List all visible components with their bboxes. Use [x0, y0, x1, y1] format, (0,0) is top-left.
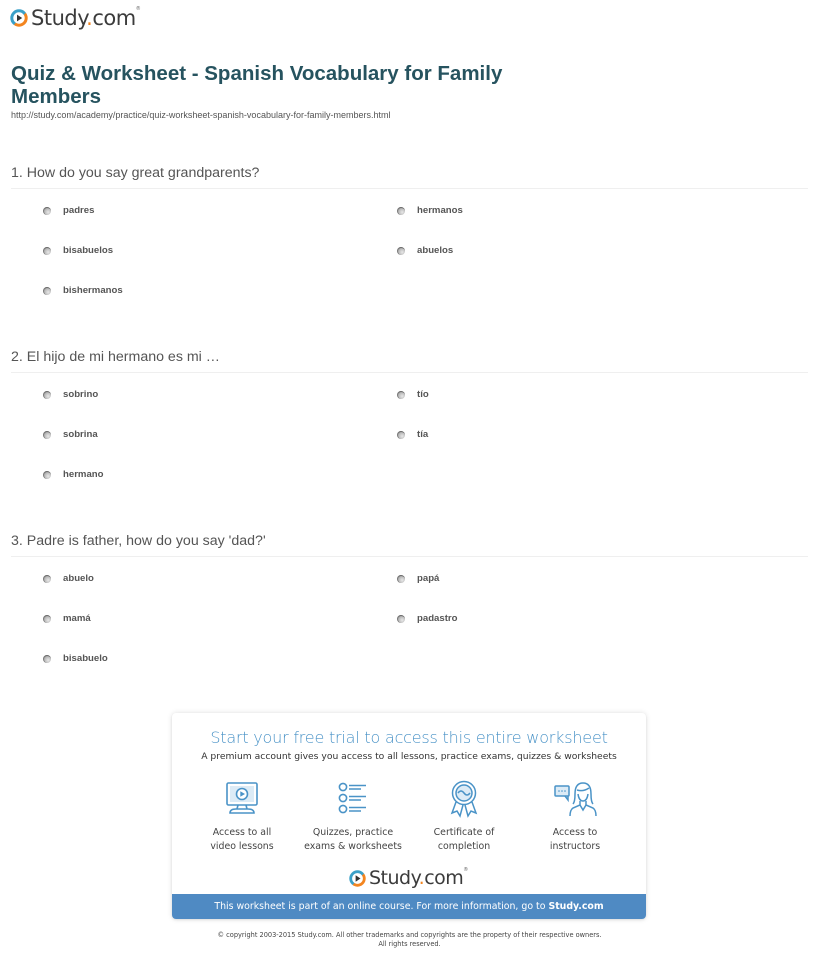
radio-button[interactable]: [43, 615, 51, 623]
question-text: 2. El hijo de mi hermano es mi …: [11, 348, 808, 373]
answer-option[interactable]: [43, 245, 113, 256]
feature-quizzes: [293, 779, 413, 854]
question-text: 1. How do you say great grandparents?: [11, 164, 808, 189]
answer-label: padastro: [417, 613, 458, 624]
question-3: [11, 532, 808, 687]
radio-button[interactable]: [397, 207, 405, 215]
answer-label: padres: [63, 205, 95, 216]
answer-label: abuelos: [417, 245, 454, 256]
banner-study-link[interactable]: Study.com: [548, 901, 604, 912]
answer-group: [11, 373, 808, 503]
answer-label: bisabuelos: [63, 245, 114, 256]
radio-button[interactable]: [43, 575, 51, 583]
course-info-banner: [172, 894, 646, 919]
quiz-list-icon: [293, 779, 413, 819]
feature-label: Quizzes, practice exams & worksheets: [304, 827, 402, 852]
answer-option[interactable]: [397, 245, 453, 256]
logo-wordmark: Study.com®: [31, 6, 141, 30]
instructor-chat-icon: [515, 779, 635, 819]
answer-option[interactable]: [43, 469, 104, 480]
card-study-logo[interactable]: [349, 867, 468, 889]
copyright-footer: [0, 931, 819, 949]
question-2: [11, 348, 808, 503]
feature-video-lessons: [182, 779, 302, 854]
feature-instructors: [515, 779, 635, 854]
radio-button[interactable]: [43, 287, 51, 295]
radio-button[interactable]: [43, 391, 51, 399]
answer-label: tía: [417, 429, 429, 440]
answer-label: bisabuelo: [63, 653, 108, 664]
answer-label: abuelo: [63, 573, 94, 584]
rights-line: All rights reserved.: [378, 940, 441, 948]
answer-option[interactable]: [397, 205, 463, 216]
answer-group: [11, 557, 808, 687]
certificate-ribbon-icon: [404, 779, 524, 819]
answer-option[interactable]: [43, 285, 123, 296]
banner-text: This worksheet is part of an online course. For more information, go to: [214, 901, 549, 912]
answer-label: hermano: [63, 469, 104, 480]
answer-label: tío: [417, 389, 429, 400]
radio-button[interactable]: [397, 247, 405, 255]
free-trial-heading[interactable]: Start your free trial to access this entire worksheet: [210, 728, 608, 747]
answer-option[interactable]: [43, 653, 108, 664]
question-text: 3. Padre is father, how do you say 'dad?': [11, 532, 808, 557]
free-trial-subheading: A premium account gives you access to all lessons, practice exams, quizzes & worksheets: [201, 751, 617, 762]
answer-option[interactable]: [43, 613, 91, 624]
answer-option[interactable]: [397, 613, 458, 624]
answer-label: sobrina: [63, 429, 98, 440]
page-title: Quiz & Worksheet - Spanish Vocabulary for Family Members: [11, 62, 503, 108]
answer-option[interactable]: [43, 573, 94, 584]
feature-label: Access to all video lessons: [210, 827, 274, 852]
answer-label: hermanos: [417, 205, 463, 216]
radio-button[interactable]: [43, 431, 51, 439]
play-logo-icon: [10, 9, 28, 27]
copyright-line: © copyright 2003-2015 Study.com. All other trademarks and copyrights are the property of their respective owners.: [217, 931, 602, 939]
radio-button[interactable]: [43, 655, 51, 663]
page-url[interactable]: http://study.com/academy/practice/quiz-worksheet-spanish-vocabulary-for-family-members.html: [11, 110, 391, 120]
radio-button[interactable]: [43, 471, 51, 479]
answer-label: sobrino: [63, 389, 99, 400]
answer-option[interactable]: [43, 205, 94, 216]
feature-certificate: [404, 779, 524, 854]
feature-label: Access to instructors: [549, 827, 601, 852]
feature-list: [172, 779, 646, 859]
radio-button[interactable]: [397, 391, 405, 399]
answer-label: bishermanos: [63, 285, 123, 296]
radio-button[interactable]: [43, 247, 51, 255]
radio-button[interactable]: [43, 207, 51, 215]
logo-wordmark: Study.com®: [369, 867, 468, 889]
play-logo-icon: [349, 870, 366, 887]
answer-option[interactable]: [397, 573, 439, 584]
video-monitor-icon: [182, 779, 302, 819]
radio-button[interactable]: [397, 431, 405, 439]
answer-option[interactable]: [397, 389, 429, 400]
answer-option[interactable]: [43, 389, 98, 400]
feature-label: Certificate of completion: [433, 827, 495, 852]
free-trial-card: [172, 713, 646, 919]
radio-button[interactable]: [397, 575, 405, 583]
question-1: [11, 164, 808, 319]
answer-option[interactable]: [397, 429, 428, 440]
answer-group: [11, 189, 808, 319]
answer-option[interactable]: [43, 429, 98, 440]
answer-label: papá: [417, 573, 440, 584]
study-logo[interactable]: [10, 6, 140, 30]
radio-button[interactable]: [397, 615, 405, 623]
answer-label: mamá: [63, 613, 91, 624]
